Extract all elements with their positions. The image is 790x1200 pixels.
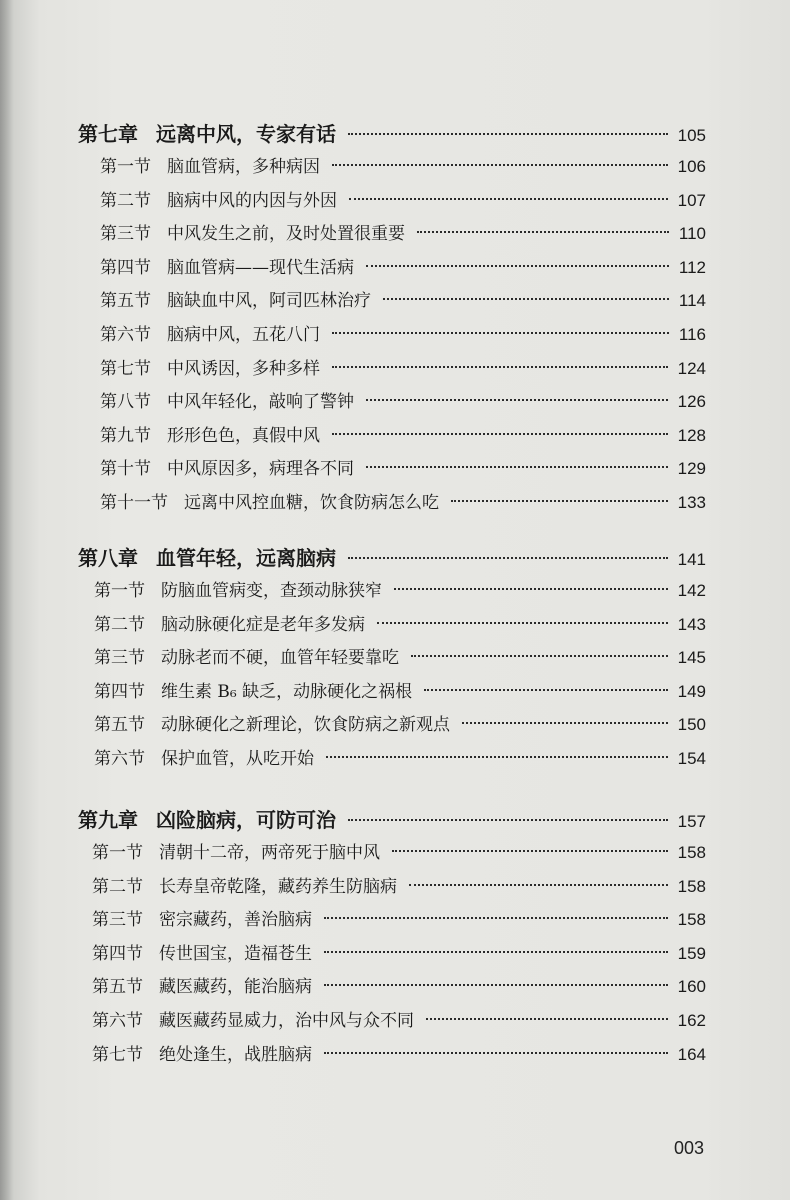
section-heading xyxy=(100,320,320,345)
section-number: 第四节 xyxy=(94,681,145,702)
section-title: 动脉硬化之新理论，饮食防病之新观点 xyxy=(161,715,450,736)
section-heading xyxy=(100,354,320,379)
section-number: 第八节 xyxy=(100,392,151,413)
section-title: 维生素 B₆ 缺乏，动脉硬化之祸根 xyxy=(161,681,413,702)
section-heading xyxy=(100,152,320,177)
section-title: 远离中风控血糖，饮食防病怎么吃 xyxy=(184,493,439,513)
section-page-number: 145 xyxy=(677,648,706,668)
section-title: 藏医藏药，能治脑病 xyxy=(159,977,312,998)
dot-leader xyxy=(383,298,669,300)
section-page-number: 162 xyxy=(677,1011,706,1030)
dot-leader xyxy=(349,198,668,200)
section-number: 第九节 xyxy=(100,425,151,446)
toc-section-row xyxy=(100,387,706,412)
section-page-number: 159 xyxy=(677,943,706,963)
chapter-page-number: 157 xyxy=(677,812,706,831)
section-number: 第四节 xyxy=(100,257,151,278)
dot-leader xyxy=(324,951,668,953)
dot-leader xyxy=(332,366,668,368)
dot-leader xyxy=(394,588,668,590)
chapter-page-number: 105 xyxy=(677,126,706,145)
dot-leader xyxy=(332,433,668,435)
toc-section-row xyxy=(94,610,706,635)
section-heading xyxy=(92,972,312,997)
section-title: 脑血管病——现代生活病 xyxy=(167,257,354,278)
section-title: 脑病中风的内因与外因 xyxy=(167,190,337,211)
section-title: 传世国宝，造福苍生 xyxy=(159,943,312,964)
section-title: 形形色色，真假中风 xyxy=(167,425,320,446)
toc-section-row xyxy=(92,1040,706,1065)
dot-leader xyxy=(377,622,668,624)
chapter-number: 第七章 xyxy=(78,122,138,146)
section-title: 中风发生之前，及时处置很重要 xyxy=(167,224,405,245)
section-number: 第六节 xyxy=(92,1011,143,1031)
section-page-number: 128 xyxy=(677,425,706,445)
section-page-number: 129 xyxy=(677,459,706,479)
section-page-number: 126 xyxy=(677,392,706,412)
toc-section-row xyxy=(100,454,706,479)
toc-section-row xyxy=(100,186,706,211)
dot-leader xyxy=(392,850,668,852)
dot-leader xyxy=(332,332,669,334)
page-folio: 003 xyxy=(673,1138,704,1158)
chapter-heading xyxy=(78,542,336,571)
section-page-number: 158 xyxy=(677,843,706,862)
dot-leader xyxy=(451,500,668,502)
section-number: 第一节 xyxy=(100,157,151,177)
toc-section-row xyxy=(100,253,706,278)
dot-leader xyxy=(348,819,668,821)
section-number: 第三节 xyxy=(100,224,151,245)
section-title: 中风年轻化，敲响了警钟 xyxy=(167,392,354,413)
section-page-number: 142 xyxy=(677,581,706,600)
section-heading xyxy=(92,905,312,930)
chapter-title: 血管年轻，远离脑病 xyxy=(156,546,336,570)
section-title: 脑动脉硬化症是老年多发病 xyxy=(161,614,365,635)
toc-section-row xyxy=(94,643,706,668)
toc-section-row xyxy=(100,286,706,311)
section-heading xyxy=(92,939,312,964)
section-page-number: 160 xyxy=(677,977,706,997)
section-heading xyxy=(92,838,380,863)
toc-section-row xyxy=(94,576,706,601)
dot-leader xyxy=(324,984,668,986)
toc-section-row xyxy=(94,744,706,769)
section-page-number: 133 xyxy=(677,493,706,512)
section-heading xyxy=(100,253,354,278)
section-number: 第五节 xyxy=(92,977,143,998)
toc-section-row xyxy=(100,488,706,513)
chapter-heading xyxy=(78,118,336,147)
section-number: 第一节 xyxy=(94,581,145,601)
dot-leader xyxy=(332,164,668,166)
section-heading xyxy=(100,219,405,244)
section-title: 清朝十二帝，两帝死于脑中风 xyxy=(159,843,380,863)
section-number: 第十一节 xyxy=(100,493,168,513)
dot-leader xyxy=(348,557,668,559)
section-number: 第十节 xyxy=(100,459,151,480)
section-heading xyxy=(100,454,354,479)
section-page-number: 154 xyxy=(677,749,706,768)
section-number: 第五节 xyxy=(100,291,151,312)
chapter-number: 第九章 xyxy=(78,808,138,832)
section-title: 中风原因多，病理各不同 xyxy=(167,459,354,480)
chapter-title: 凶险脑病，可防可治 xyxy=(156,808,336,832)
toc-section-row xyxy=(100,152,706,177)
section-page-number: 124 xyxy=(677,358,706,378)
section-heading xyxy=(94,643,399,668)
section-heading xyxy=(94,610,365,635)
section-page-number: 158 xyxy=(677,910,706,930)
dot-leader xyxy=(366,265,669,267)
dot-leader xyxy=(417,231,669,233)
section-page-number: 149 xyxy=(677,681,706,701)
toc-section-row xyxy=(92,1006,706,1031)
section-number: 第六节 xyxy=(94,749,145,769)
section-title: 中风诱因，多种多样 xyxy=(167,358,320,379)
toc-section-row xyxy=(92,939,706,964)
section-page-number: 112 xyxy=(678,257,706,277)
toc-section-row xyxy=(94,710,706,735)
dot-leader xyxy=(462,722,668,724)
section-heading xyxy=(94,677,412,702)
toc-section-row xyxy=(100,354,706,379)
dot-leader xyxy=(324,917,668,919)
dot-leader xyxy=(348,133,668,135)
section-number: 第七节 xyxy=(92,1044,143,1065)
section-number: 第五节 xyxy=(94,715,145,736)
section-heading xyxy=(100,387,354,412)
toc-section-row xyxy=(92,838,706,863)
section-number: 第六节 xyxy=(100,325,151,345)
section-heading xyxy=(92,1040,312,1065)
section-number: 第二节 xyxy=(94,614,145,635)
section-page-number: 116 xyxy=(678,325,706,344)
section-page-number: 114 xyxy=(678,291,706,311)
section-heading xyxy=(100,186,337,211)
section-title: 脑缺血中风，阿司匹林治疗 xyxy=(167,291,371,312)
section-heading xyxy=(100,286,371,311)
section-page-number: 158 xyxy=(677,876,706,896)
toc-chapter-row xyxy=(78,118,706,147)
section-title: 脑病中风，五花八门 xyxy=(167,325,320,345)
section-page-number: 110 xyxy=(678,224,706,244)
toc-section-row xyxy=(92,872,706,897)
section-number: 第四节 xyxy=(92,943,143,964)
dot-leader xyxy=(366,399,668,401)
toc-section-row xyxy=(94,677,706,702)
toc-section-row xyxy=(100,421,706,446)
toc-section-row xyxy=(100,219,706,244)
section-number: 第七节 xyxy=(100,358,151,379)
section-heading xyxy=(94,576,382,601)
chapter-title: 远离中风，专家有话 xyxy=(156,122,336,146)
section-title: 绝处逢生，战胜脑病 xyxy=(159,1044,312,1065)
section-heading xyxy=(94,710,450,735)
section-number: 第二节 xyxy=(100,190,151,211)
section-page-number: 106 xyxy=(677,157,706,176)
section-heading xyxy=(92,1006,414,1031)
dot-leader xyxy=(426,1018,668,1020)
dot-leader xyxy=(409,884,668,886)
chapter-number: 第八章 xyxy=(78,546,138,570)
section-heading xyxy=(100,488,439,513)
section-title: 防脑血管病变，查颈动脉狭窄 xyxy=(161,581,382,601)
toc-section-row xyxy=(92,905,706,930)
dot-leader xyxy=(424,689,668,691)
toc-chapter-row xyxy=(78,542,706,571)
toc-section-row xyxy=(100,320,706,345)
toc-chapter-row xyxy=(78,804,706,833)
section-title: 保护血管，从吃开始 xyxy=(161,749,314,769)
section-title: 藏医藏药显威力，治中风与众不同 xyxy=(159,1011,414,1031)
section-title: 长寿皇帝乾隆，藏药养生防脑病 xyxy=(159,876,397,897)
section-title: 密宗藏药，善治脑病 xyxy=(159,910,312,931)
section-title: 动脉老而不硬，血管年轻要靠吃 xyxy=(161,648,399,669)
section-title: 脑血管病，多种病因 xyxy=(167,157,320,177)
section-page-number: 143 xyxy=(677,614,706,634)
dot-leader xyxy=(411,655,668,657)
section-page-number: 164 xyxy=(677,1044,706,1064)
dot-leader xyxy=(324,1052,668,1054)
section-heading xyxy=(100,421,320,446)
section-page-number: 107 xyxy=(677,190,706,210)
dot-leader xyxy=(366,466,668,468)
chapter-heading xyxy=(78,804,336,833)
section-number: 第三节 xyxy=(92,910,143,931)
toc-section-row xyxy=(92,972,706,997)
section-page-number: 150 xyxy=(677,715,706,735)
section-number: 第三节 xyxy=(94,648,145,669)
section-number: 第一节 xyxy=(92,843,143,863)
section-heading xyxy=(94,744,314,769)
dot-leader xyxy=(326,756,668,758)
section-heading xyxy=(92,872,397,897)
section-number: 第二节 xyxy=(92,876,143,897)
chapter-page-number: 141 xyxy=(677,550,706,569)
